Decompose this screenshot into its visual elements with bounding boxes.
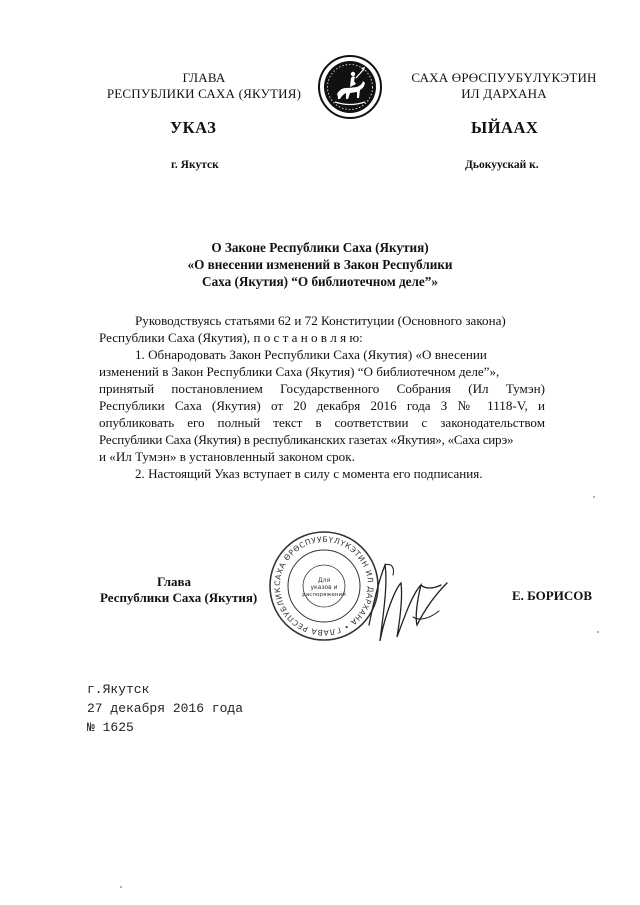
item1-line1: 1. Обнародовать Закон Республики Саха (Якутия) «О внесении: [135, 347, 487, 362]
emblem-icon: [317, 54, 383, 120]
footer-place: г.Якутск: [87, 682, 150, 697]
preamble-line1: Руководствуясь статьями 62 и 72 Конституции (Основного закона): [135, 313, 506, 328]
signature-title: [100, 574, 290, 606]
header-right: [398, 70, 610, 102]
item1-line5: опубликовать его полный текст в соответствии с законодательством: [99, 415, 545, 430]
stamp-ring-text: САХА ӨРӨСПУУБҮЛҮКЭТИН ИЛ ДАРХАНА • ГЛАВА РЕСПУБЛИК: [272, 534, 376, 638]
header-right-line1: САХА ӨРӨСПУУБҮЛҮКЭТИН: [411, 70, 597, 85]
header-left-line1: ГЛАВА: [182, 70, 226, 85]
preamble-line2: Республики Саха (Якутия), п о с т а н о в л я ю:: [99, 330, 363, 345]
scan-speck: [597, 631, 599, 633]
stamp-center-line2: указов и: [310, 584, 338, 591]
signature-name: Е. БОРИСОВ: [512, 588, 593, 603]
footer-registration: [87, 680, 243, 737]
doc-type-left: УКАЗ: [170, 118, 217, 137]
stamp-center-line3: распоряжений: [302, 592, 346, 598]
handwritten-signature: [355, 555, 465, 655]
decree-body: [99, 312, 545, 482]
footer-date: 27 декабря 2016 года: [87, 701, 244, 716]
signature-title-line2: Республики Саха (Якутия): [100, 590, 258, 605]
signature-title-line1: Глава: [156, 574, 192, 589]
place-right: Дьокуускай к.: [465, 159, 539, 171]
footer-number: № 1625: [87, 720, 134, 735]
title-line3: Саха (Якутия) “О библиотечном деле”»: [202, 274, 438, 289]
doc-type-right: ЫЙААХ: [471, 118, 539, 137]
header-left: [88, 70, 320, 102]
item1-line2: изменений в Закон Республики Саха (Якутия) “О библиотечном деле”»,: [99, 364, 500, 379]
place-left: г. Якутск: [171, 159, 219, 171]
item2: 2. Настоящий Указ вступает в силу с момента его подписания.: [135, 466, 483, 481]
header-right-line2: ИЛ ДАРХАНА: [461, 86, 547, 101]
scan-speck: [593, 496, 595, 498]
title-line2: «О внесении изменений в Закон Республики: [187, 257, 453, 272]
scan-speck: [120, 886, 122, 888]
item1-line7: и «Ил Тумэн» в установленный законом срок.: [99, 449, 355, 464]
item1-line4: Республики Саха (Якутия) от 20 декабря 2016 года З № 1118-V, и: [99, 398, 545, 413]
decree-title: [130, 239, 510, 290]
item1-line3: принятый постановлением Государственного Собрания (Ил Тумэн): [99, 381, 545, 396]
item1-line6: Республики Саха (Якутия) в республиканских газетах «Якутия», «Саха сирэ»: [99, 432, 514, 447]
header-left-line2: РЕСПУБЛИКИ САХА (ЯКУТИЯ): [106, 86, 302, 101]
stamp-center-line1: Для: [317, 577, 331, 584]
title-line1: О Законе Республики Саха (Якутия): [211, 240, 429, 255]
